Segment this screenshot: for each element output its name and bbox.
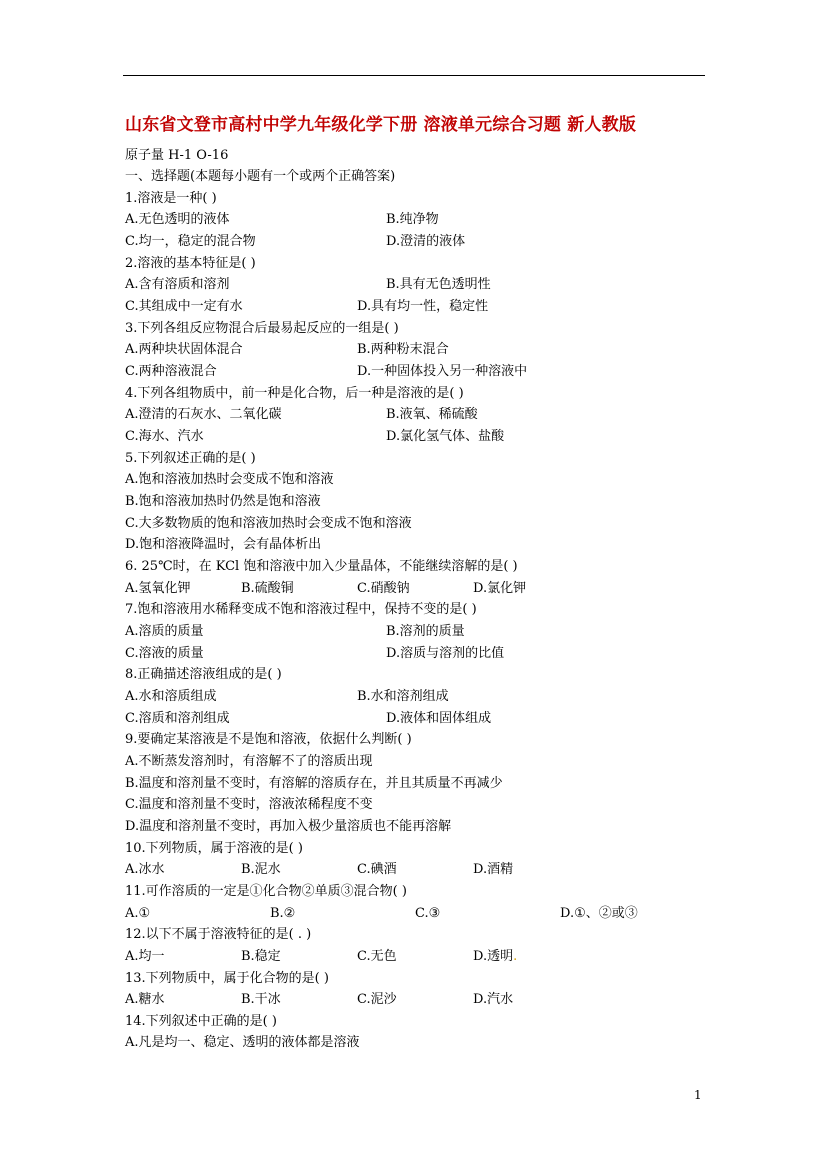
q6-stem: 6. 25℃时，在 KCl 饱和溶液中加入少量晶体，不能继续溶解的是( ) xyxy=(125,559,518,574)
q4-option-d: D.氯化氢气体、盐酸 xyxy=(386,429,505,444)
q9-option-a: A.不断蒸发溶剂时，有溶解不了的溶质出现 xyxy=(125,754,373,769)
q1-option-a: A.无色透明的液体 xyxy=(125,212,230,227)
page-number: 1 xyxy=(694,1088,702,1102)
q8-option-b: B.水和溶剂组成 xyxy=(357,689,449,704)
q7-option-b: B.溶剂的质量 xyxy=(386,624,465,639)
q12-option-c: C.无色 xyxy=(357,949,397,964)
q13-option-c: C.泥沙 xyxy=(357,992,397,1007)
q13-stem: 13.下列物质中，属于化合物的是( ) xyxy=(125,971,329,986)
q5-option-d: D.饱和溶液降温时，会有晶体析出 xyxy=(125,537,322,552)
q12-option-a: A.均一 xyxy=(125,949,165,964)
q5-option-c: C.大多数物质的饱和溶液加热时会变成不饱和溶液 xyxy=(125,516,412,531)
q5-option-a: A.饱和溶液加热时会变成不饱和溶液 xyxy=(125,472,334,487)
atomic-mass-line: 原子量 H-1 O-16 xyxy=(125,148,229,163)
q4-option-a: A.澄清的石灰水、二氧化碳 xyxy=(125,407,282,422)
q8-option-c: C.溶质和溶剂组成 xyxy=(125,711,230,726)
q6-option-a: A.氢氧化钾 xyxy=(125,581,191,596)
q14-stem: 14.下列叙述中正确的是( ) xyxy=(125,1014,277,1029)
q14-option-a: A.凡是均一、稳定、透明的液体都是溶液 xyxy=(125,1035,360,1050)
q6-option-b: B.硫酸铜 xyxy=(241,581,294,596)
q8-option-a: A.水和溶质组成 xyxy=(125,689,217,704)
header-rule xyxy=(123,75,705,76)
q10-option-c: C.碘酒 xyxy=(357,862,397,877)
q3-option-a: A.两种块状固体混合 xyxy=(125,342,243,357)
q9-stem: 9.要确定某溶液是不是饱和溶液，依据什么判断( ) xyxy=(125,732,412,747)
q2-option-b: B.具有无色透明性 xyxy=(386,277,491,292)
q12-option-d-text: D.透明 xyxy=(473,949,514,964)
q12-option-b: B.稳定 xyxy=(241,949,281,964)
q3-option-b: B.两种粉末混合 xyxy=(357,342,449,357)
q3-option-d: D.一种固体投入另一种溶液中 xyxy=(357,364,528,379)
q5-option-b: B.饱和溶液加热时仍然是饱和溶液 xyxy=(125,494,321,509)
q12-option-d xyxy=(473,949,517,965)
q13-option-b: B.干冰 xyxy=(241,992,281,1007)
q12-stem: 12.以下不属于溶液特征的是( . ) xyxy=(125,927,312,942)
q1-option-c: C.均一，稳定的混合物 xyxy=(125,234,256,249)
q11-option-a: A.① xyxy=(125,906,151,921)
q8-option-d: D.液体和固体组成 xyxy=(386,711,492,726)
q9-option-d: D.温度和溶剂量不变时，再加入极少量溶质也不能再溶解 xyxy=(125,819,452,834)
q11-option-b: B.② xyxy=(270,906,296,921)
q6-option-d: D.氯化钾 xyxy=(473,581,527,596)
q7-option-c: C.溶液的质量 xyxy=(125,646,204,661)
q7-option-d: D.溶质与溶剂的比值 xyxy=(386,646,505,661)
q10-option-b: B.泥水 xyxy=(241,862,281,877)
q6-option-c: C.硝酸钠 xyxy=(357,581,410,596)
q13-option-d: D.汽水 xyxy=(473,992,514,1007)
q11-option-c: C.③ xyxy=(415,906,441,921)
q3-stem: 3.下列各组反应物混合后最易起反应的一组是( ) xyxy=(125,321,399,336)
q7-stem: 7.饱和溶液用水稀释变成不饱和溶液过程中，保持不变的是( ) xyxy=(125,602,477,617)
q11-stem: 11.可作溶质的一定是①化合物②单质③混合物( ) xyxy=(125,884,407,899)
q2-option-c: C.其组成中一定有水 xyxy=(125,299,243,314)
q10-option-a: A.冰水 xyxy=(125,862,165,877)
q9-option-c: C.温度和溶剂量不变时，溶液浓稀程度不变 xyxy=(125,797,373,812)
q11-option-d: D.①、②或③ xyxy=(560,906,638,921)
q12-stray-dot: . xyxy=(513,949,518,964)
q9-option-b: B.温度和溶剂量不变时，有溶解的溶质存在，并且其质量不再减少 xyxy=(125,776,503,791)
q1-stem: 1.溶液是一种( ) xyxy=(125,191,217,206)
q2-option-a: A.含有溶质和溶剂 xyxy=(125,277,230,292)
section-heading: 一、选择题(本题每小题有一个或两个正确答案) xyxy=(125,169,396,184)
q4-option-c: C.海水、汽水 xyxy=(125,429,204,444)
q7-option-a: A.溶质的质量 xyxy=(125,624,204,639)
q8-stem: 8.正确描述溶液组成的是( ) xyxy=(125,667,282,682)
q2-option-d: D.具有均一性，稳定性 xyxy=(357,299,489,314)
q3-option-c: C.两种溶液混合 xyxy=(125,364,217,379)
q10-stem: 10.下列物质，属于溶液的是( ) xyxy=(125,841,303,856)
q10-option-d: D.酒精 xyxy=(473,862,514,877)
q13-option-a: A.糖水 xyxy=(125,992,165,1007)
q4-stem: 4.下列各组物质中，前一种是化合物，后一种是溶液的是( ) xyxy=(125,386,464,401)
q1-option-b: B.纯净物 xyxy=(386,212,439,227)
q1-option-d: D.澄清的液体 xyxy=(386,234,466,249)
q2-stem: 2.溶液的基本特征是( ) xyxy=(125,256,256,271)
q4-option-b: B.液氧、稀硫酸 xyxy=(386,407,478,422)
q5-stem: 5.下列叙述正确的是( ) xyxy=(125,451,256,466)
document-title: 山东省文登市高村中学九年级化学下册 溶液单元综合习题 新人教版 xyxy=(125,115,637,135)
